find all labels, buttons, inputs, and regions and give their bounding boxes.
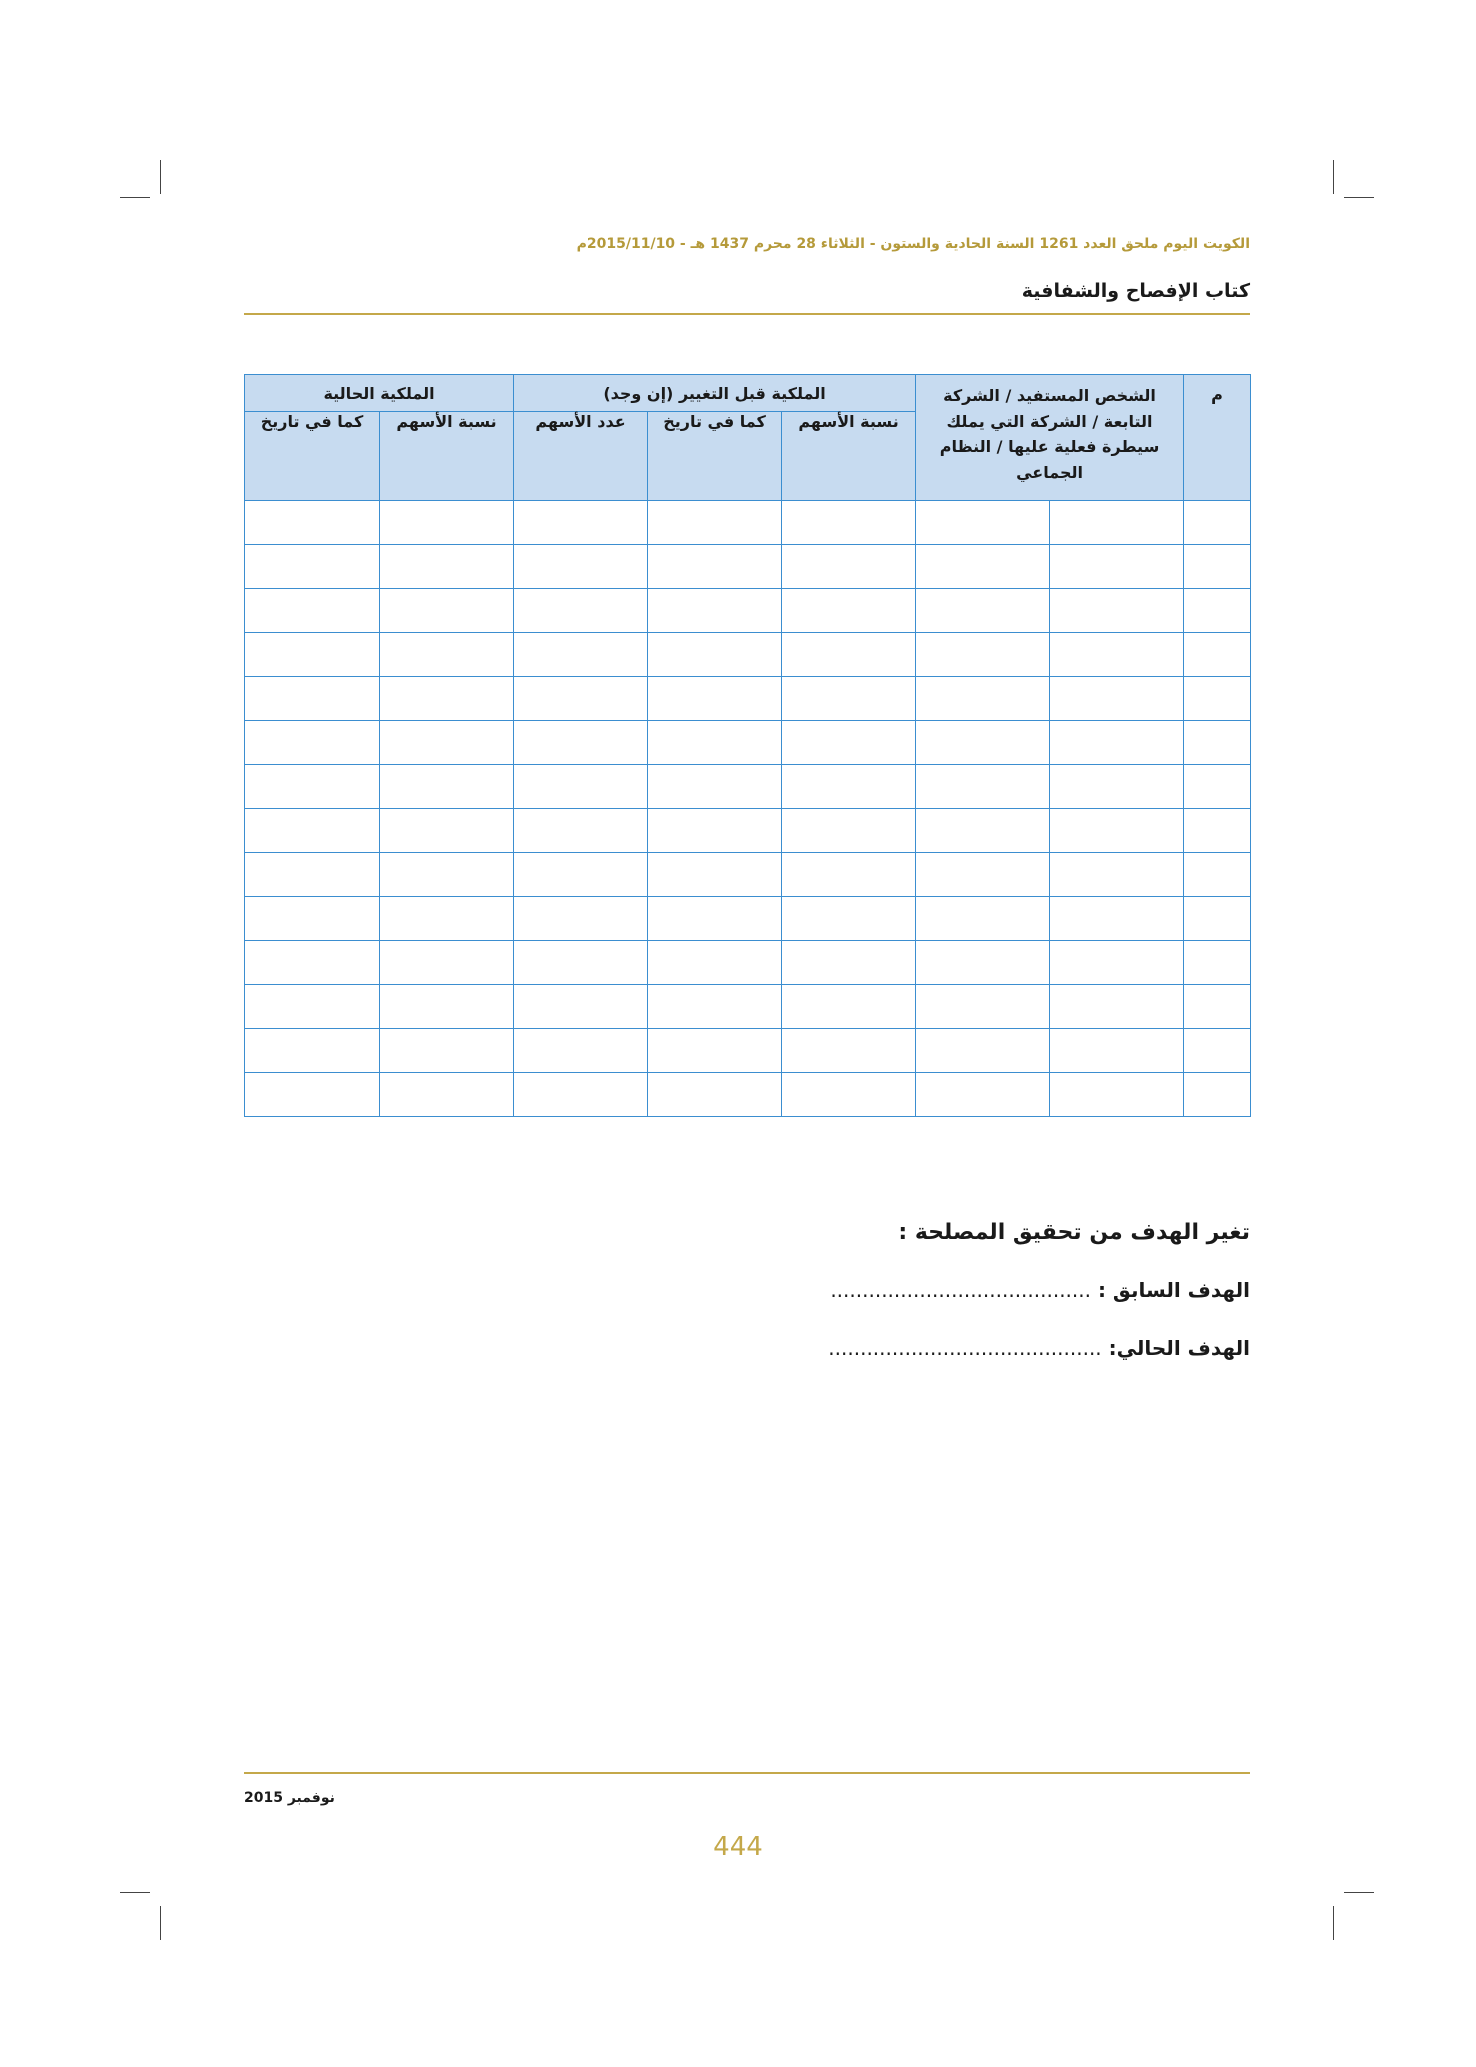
table-cell[interactable] <box>380 501 514 545</box>
table-cell[interactable] <box>782 589 916 633</box>
table-cell[interactable] <box>1050 633 1184 677</box>
footer-rule <box>244 1772 1250 1774</box>
table-cell[interactable] <box>1184 941 1251 985</box>
table-cell[interactable] <box>380 985 514 1029</box>
table-cell[interactable] <box>916 809 1050 853</box>
table-cell[interactable] <box>648 633 782 677</box>
footer-date: نوفمبر 2015 <box>244 1790 335 1806</box>
crop-mark <box>160 160 161 194</box>
purpose-change-section <box>244 1220 1250 1245</box>
table-cell[interactable] <box>245 721 380 765</box>
table-cell[interactable] <box>1050 941 1184 985</box>
previous-purpose-row <box>244 1278 1252 1302</box>
table-row <box>245 809 1251 853</box>
table-row <box>245 545 1251 589</box>
table-cell[interactable] <box>648 1073 782 1117</box>
table-cell[interactable] <box>514 501 648 545</box>
crop-mark <box>120 1892 150 1893</box>
table-row <box>245 633 1251 677</box>
table-cell[interactable] <box>1050 721 1184 765</box>
table-cell[interactable] <box>1050 985 1184 1029</box>
previous-purpose-label: الهدف السابق : <box>1097 1278 1250 1302</box>
table-row <box>245 853 1251 897</box>
table-cell[interactable] <box>1184 545 1251 589</box>
table-row <box>245 765 1251 809</box>
table-cell[interactable] <box>245 1073 380 1117</box>
table-cell[interactable] <box>916 853 1050 897</box>
table-cell[interactable] <box>916 633 1050 677</box>
current-purpose-row <box>244 1336 1258 1360</box>
table-cell[interactable] <box>1184 1073 1251 1117</box>
column-header-m: م <box>1184 375 1251 501</box>
table-cell[interactable] <box>514 1073 648 1117</box>
crop-mark <box>1333 1906 1334 1940</box>
column-header-as-of-date: كما في تاريخ <box>648 412 782 501</box>
table-cell[interactable] <box>1050 501 1184 545</box>
table-cell[interactable] <box>380 545 514 589</box>
publication-line: الكويت اليوم ملحق العدد 1261 السنة الحادية والستون - الثلاثاء 28 محرم 1437 هـ - 2015/11/10م <box>576 236 1250 252</box>
crop-mark <box>1333 160 1334 194</box>
table-cell[interactable] <box>380 589 514 633</box>
table-cell[interactable] <box>1184 677 1251 721</box>
table-row <box>245 589 1251 633</box>
table-cell[interactable] <box>648 1029 782 1073</box>
table-cell[interactable] <box>514 897 648 941</box>
table-row <box>245 897 1251 941</box>
table-cell[interactable] <box>782 545 916 589</box>
table-cell[interactable] <box>380 765 514 809</box>
table-cell[interactable] <box>648 941 782 985</box>
table-cell[interactable] <box>380 809 514 853</box>
table-cell[interactable] <box>380 721 514 765</box>
table-cell[interactable] <box>245 985 380 1029</box>
crop-mark <box>120 197 150 198</box>
table-cell[interactable] <box>514 941 648 985</box>
table-cell[interactable] <box>782 765 916 809</box>
table-cell[interactable] <box>648 853 782 897</box>
column-header-share-percentage: نسبة الأسهم <box>380 412 514 501</box>
table-cell[interactable] <box>782 1073 916 1117</box>
table-cell[interactable] <box>1184 1029 1251 1073</box>
table-cell[interactable] <box>245 545 380 589</box>
table-cell[interactable] <box>916 589 1050 633</box>
table-cell[interactable] <box>1050 853 1184 897</box>
table-row <box>245 721 1251 765</box>
table-cell[interactable] <box>916 545 1050 589</box>
table-cell[interactable] <box>1184 985 1251 1029</box>
table-cell[interactable] <box>245 853 380 897</box>
table-cell[interactable] <box>648 721 782 765</box>
table-cell[interactable] <box>245 589 380 633</box>
table-cell[interactable] <box>514 985 648 1029</box>
table-row <box>245 1029 1251 1073</box>
table-cell[interactable] <box>380 897 514 941</box>
group-header-ownership-before: الملكية قبل التغيير (إن وجد) <box>514 375 916 412</box>
ownership-table <box>244 374 1251 1117</box>
table-cell[interactable] <box>782 941 916 985</box>
table-cell[interactable] <box>245 941 380 985</box>
column-header-share-percentage: نسبة الأسهم <box>782 412 916 501</box>
table-cell[interactable] <box>380 677 514 721</box>
table-cell[interactable] <box>782 809 916 853</box>
table-cell[interactable] <box>916 765 1050 809</box>
table-cell[interactable] <box>916 985 1050 1029</box>
table-cell[interactable] <box>1050 1073 1184 1117</box>
table-row <box>245 985 1251 1029</box>
table-row <box>245 501 1251 545</box>
table-cell[interactable] <box>1050 765 1184 809</box>
table-cell[interactable] <box>514 633 648 677</box>
table-cell[interactable] <box>648 985 782 1029</box>
table-cell[interactable] <box>1050 545 1184 589</box>
table-body <box>245 501 1251 1117</box>
column-header-number-of-shares: عدد الأسهم <box>514 412 648 501</box>
table-cell[interactable] <box>648 501 782 545</box>
table-cell[interactable] <box>1184 589 1251 633</box>
table-cell[interactable] <box>648 765 782 809</box>
column-header-beneficiary: الشخص المستفيد / الشركة التابعة / الشركة التي يملك سيطرة فعلية عليها / النظام الجماعي <box>916 375 1184 501</box>
table-cell[interactable] <box>245 809 380 853</box>
table-cell[interactable] <box>916 501 1050 545</box>
table-cell[interactable] <box>380 853 514 897</box>
table-cell[interactable] <box>1050 809 1184 853</box>
table-cell[interactable] <box>782 853 916 897</box>
table-cell[interactable] <box>916 1073 1050 1117</box>
table-cell[interactable] <box>916 897 1050 941</box>
table-cell[interactable] <box>380 941 514 985</box>
previous-purpose-blank[interactable]: ......................................... <box>830 1278 1091 1302</box>
table-cell[interactable] <box>782 633 916 677</box>
table-cell[interactable] <box>1050 589 1184 633</box>
table-cell[interactable] <box>782 501 916 545</box>
table-cell[interactable] <box>648 589 782 633</box>
table-cell[interactable] <box>1184 853 1251 897</box>
table-cell[interactable] <box>514 589 648 633</box>
table-cell[interactable] <box>782 985 916 1029</box>
table-cell[interactable] <box>782 677 916 721</box>
table-cell[interactable] <box>514 765 648 809</box>
table-cell[interactable] <box>1184 633 1251 677</box>
table-cell[interactable] <box>916 941 1050 985</box>
table-cell[interactable] <box>648 545 782 589</box>
table-cell[interactable] <box>648 897 782 941</box>
purpose-change-title: تغير الهدف من تحقيق المصلحة : <box>898 1220 1250 1245</box>
table-row <box>245 941 1251 985</box>
table-cell[interactable] <box>245 633 380 677</box>
table-cell[interactable] <box>916 677 1050 721</box>
table-cell[interactable] <box>514 853 648 897</box>
table-cell[interactable] <box>1184 765 1251 809</box>
table-cell[interactable] <box>380 1073 514 1117</box>
column-header-as-of-date: كما في تاريخ <box>245 412 380 501</box>
table-cell[interactable] <box>514 545 648 589</box>
table-row <box>245 1073 1251 1117</box>
table-row <box>245 677 1251 721</box>
table-cell[interactable] <box>916 1029 1050 1073</box>
table-cell[interactable] <box>782 1029 916 1073</box>
crop-mark <box>1344 1892 1374 1893</box>
table-cell[interactable] <box>245 765 380 809</box>
current-purpose-label: الهدف الحالي: <box>1108 1336 1250 1360</box>
table-cell[interactable] <box>916 721 1050 765</box>
table-cell[interactable] <box>514 809 648 853</box>
table-cell[interactable] <box>1184 721 1251 765</box>
table-cell[interactable] <box>380 1029 514 1073</box>
page-number: 444 <box>713 1832 763 1862</box>
table-cell[interactable] <box>245 1029 380 1073</box>
current-purpose-blank[interactable]: ........................................... <box>828 1336 1102 1360</box>
table-cell[interactable] <box>514 721 648 765</box>
table-cell[interactable] <box>1184 809 1251 853</box>
table-cell[interactable] <box>245 677 380 721</box>
table-cell[interactable] <box>514 1029 648 1073</box>
table-cell[interactable] <box>245 501 380 545</box>
table-cell[interactable] <box>1184 897 1251 941</box>
header-rule <box>244 313 1250 315</box>
table-cell[interactable] <box>648 677 782 721</box>
crop-mark <box>1344 197 1374 198</box>
book-title: كتاب الإفصاح والشفافية <box>1021 280 1250 302</box>
table-cell[interactable] <box>782 897 916 941</box>
group-header-ownership-current: الملكية الحالية <box>245 375 514 412</box>
table-cell[interactable] <box>1050 677 1184 721</box>
table-cell[interactable] <box>1184 501 1251 545</box>
table-cell[interactable] <box>648 809 782 853</box>
table-cell[interactable] <box>514 677 648 721</box>
crop-mark <box>160 1906 161 1940</box>
table-cell[interactable] <box>782 721 916 765</box>
table-cell[interactable] <box>245 897 380 941</box>
table-cell[interactable] <box>380 633 514 677</box>
table-cell[interactable] <box>1050 1029 1184 1073</box>
table-cell[interactable] <box>1050 897 1184 941</box>
